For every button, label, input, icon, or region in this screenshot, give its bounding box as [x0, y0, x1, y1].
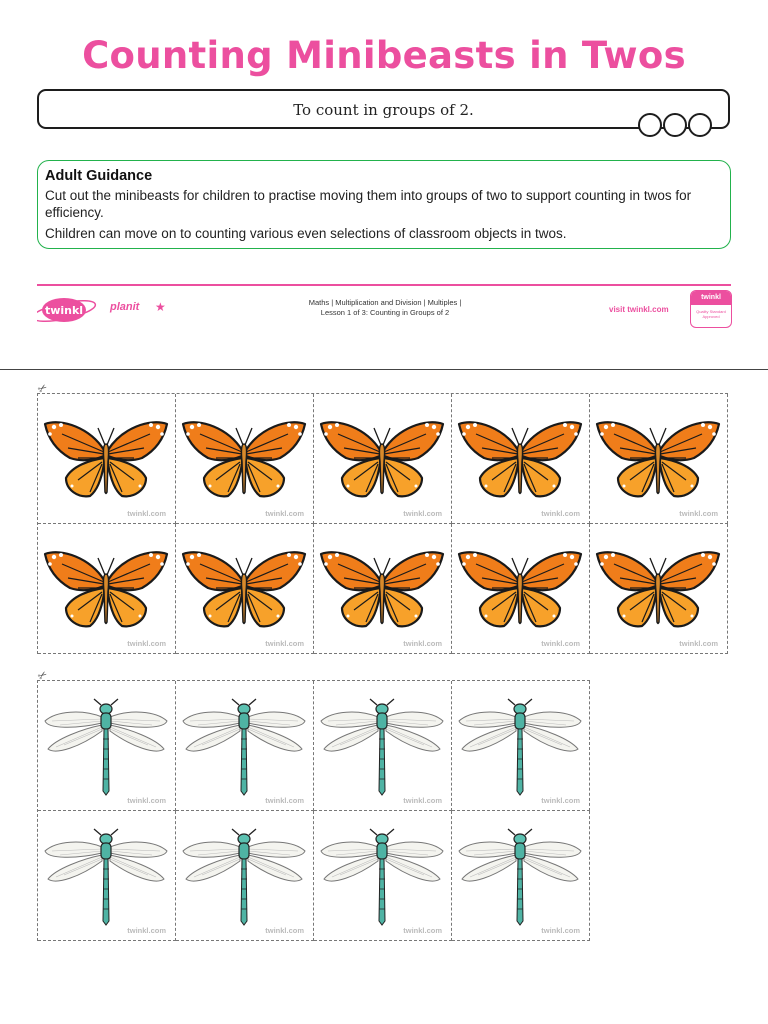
- twinkl-logo-icon: [37, 293, 107, 327]
- butterfly-card: [176, 524, 314, 654]
- butterfly-icon: [456, 546, 584, 632]
- butterfly-card: [590, 524, 728, 654]
- page-title: Counting Minibeasts in Twos: [82, 34, 686, 77]
- twinkl-logo: [37, 293, 177, 327]
- card-watermark: twinkl.com: [265, 509, 304, 518]
- dragonfly-icon: [42, 825, 170, 931]
- circle-icon: [638, 113, 662, 137]
- butterfly-icon: [318, 416, 446, 502]
- learning-objective: To count in groups of 2.: [293, 101, 474, 119]
- butterfly-icon: [42, 546, 170, 632]
- dragonfly-icon: [456, 825, 584, 931]
- butterfly-icon: [180, 546, 308, 632]
- circle-icon: [663, 113, 687, 137]
- breadcrumb-line: Maths | Multiplication and Division | Multiples |: [308, 298, 462, 307]
- card-watermark: twinkl.com: [679, 509, 718, 518]
- guidance-paragraph: Children can move on to counting various even selections of classroom objects in twos.: [45, 226, 567, 241]
- butterfly-card: [452, 394, 590, 524]
- dragonfly-card: [176, 811, 314, 941]
- card-watermark: twinkl.com: [265, 639, 304, 648]
- butterfly-icon: [318, 546, 446, 632]
- card-watermark: twinkl.com: [679, 639, 718, 648]
- card-watermark: twinkl.com: [541, 796, 580, 805]
- learning-objective-box: [37, 89, 730, 129]
- guidance-paragraph: Cut out the minibeasts for children to practise moving them into groups of two to support counting in twos for efficiency.: [45, 188, 692, 220]
- card-watermark: twinkl.com: [403, 509, 442, 518]
- card-watermark: twinkl.com: [403, 796, 442, 805]
- footer-divider: [37, 284, 731, 286]
- butterfly-card: [452, 524, 590, 654]
- card-watermark: twinkl.com: [265, 796, 304, 805]
- card-watermark: twinkl.com: [541, 509, 580, 518]
- dragonfly-card: [38, 811, 176, 941]
- progress-circles: [637, 113, 712, 137]
- dragonfly-icon: [180, 695, 308, 801]
- butterfly-card: [38, 394, 176, 524]
- butterfly-cards-grid: [37, 393, 728, 654]
- dragonfly-icon: [318, 825, 446, 931]
- card-watermark: twinkl.com: [403, 639, 442, 648]
- visit-link[interactable]: visit twinkl.com: [609, 305, 669, 314]
- dragonfly-card: [314, 811, 452, 941]
- breadcrumb: [250, 298, 520, 318]
- dragonfly-icon: [180, 825, 308, 931]
- butterfly-icon: [180, 416, 308, 502]
- breadcrumb-line: Lesson 1 of 3: Counting in Groups of 2: [320, 308, 450, 317]
- dragonfly-card: [38, 681, 176, 811]
- card-watermark: twinkl.com: [265, 926, 304, 935]
- dragonfly-card: [452, 811, 590, 941]
- badge-title: twinkl: [691, 291, 731, 305]
- planit-label: planit: [110, 301, 140, 313]
- card-watermark: twinkl.com: [541, 639, 580, 648]
- butterfly-icon: [42, 416, 170, 502]
- badge-text: Quality Standard Approved: [696, 309, 726, 319]
- card-watermark: twinkl.com: [541, 926, 580, 935]
- butterfly-icon: [456, 416, 584, 502]
- card-watermark: twinkl.com: [127, 926, 166, 935]
- dragonfly-icon: [42, 695, 170, 801]
- card-watermark: twinkl.com: [127, 509, 166, 518]
- dragonfly-icon: [456, 695, 584, 801]
- dragonfly-card: [452, 681, 590, 811]
- scissors-icon: ✂: [35, 668, 51, 684]
- page-divider: [0, 369, 768, 370]
- dragonfly-card: [176, 681, 314, 811]
- star-icon: ★: [155, 300, 166, 314]
- scissors-icon: ✂: [35, 381, 51, 397]
- card-watermark: twinkl.com: [127, 796, 166, 805]
- adult-guidance-box: [37, 160, 731, 249]
- circle-icon: [688, 113, 712, 137]
- dragonfly-icon: [318, 695, 446, 801]
- card-watermark: twinkl.com: [403, 926, 442, 935]
- dragonfly-cards-grid: [37, 680, 590, 941]
- butterfly-card: [314, 394, 452, 524]
- butterfly-icon: [594, 546, 722, 632]
- butterfly-icon: [594, 416, 722, 502]
- card-watermark: twinkl.com: [127, 639, 166, 648]
- butterfly-card: [38, 524, 176, 654]
- quality-badge: [690, 290, 732, 328]
- guidance-heading: Adult Guidance: [45, 168, 153, 184]
- butterfly-card: [176, 394, 314, 524]
- butterfly-card: [314, 524, 452, 654]
- butterfly-card: [590, 394, 728, 524]
- dragonfly-card: [314, 681, 452, 811]
- logo-text: twinkl: [44, 304, 84, 317]
